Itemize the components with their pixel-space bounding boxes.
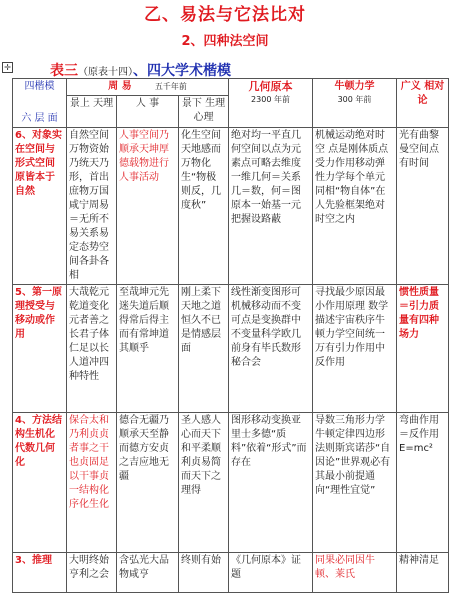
relativity-cell: 光有曲黎曼空间点有时间 (397, 128, 449, 285)
table-row (13, 128, 449, 285)
table-caption (50, 60, 231, 80)
zhouyi-header-cell (67, 79, 229, 96)
row-label: 3、推理 (13, 553, 67, 593)
col-middle-header: 人 事 (117, 96, 179, 128)
newton-title: 牛顿力学 (334, 81, 375, 92)
geometry-header-cell (229, 79, 313, 128)
section-subtitle: 2、四种法空间 (181, 34, 269, 49)
middle-cell: 德合无疆乃顺承天至静而德方安贞之吉应地无疆 (117, 413, 179, 553)
comparison-table (12, 78, 449, 593)
geometry-years: 2300 年前 (251, 95, 290, 104)
lower-cell: 刚上柔下天地之道恒久不已是情感层面 (179, 285, 229, 413)
col-lower-header: 景下 生理 心理 (179, 96, 229, 128)
newton-cell: 同果必同因牛顿、莱氏 (313, 553, 397, 593)
middle-cell: 至哉坤元先迷失道后顺得常后得主而有常坤道其顺乎 (117, 285, 179, 413)
newton-cell: 寻找最少原因最小作用原理 数学描述宇宙秩序牛顿力学空间统一万有引力作用中反作用 (313, 285, 397, 413)
geometry-cell: 图形移动变换亚里士多德“质料”依着“形式”而存在 (229, 413, 313, 553)
lower-cell: 化生空间天地感而万物化生“物极则反，几度秋” (179, 128, 229, 285)
upper-cell: 自然空间万物资始乃统天乃形，首出庶物万国咸宁周易＝无所不易关系易定态势空间各卦各相 (67, 128, 117, 285)
geometry-cell: 绝对均一平直几何空间以点为元素点可略去维度一维几何＝关系几＝数，何＝图原本一始基一元把握设路蔽 (229, 128, 313, 285)
table-row (13, 413, 449, 553)
middle-cell: 含弘光大品物咸亨 (117, 553, 179, 593)
middle-cell: 人事空间乃顺承天坤厚德载物进行人事活动 (117, 128, 179, 285)
lower-cell: 终则有始 (179, 553, 229, 593)
zhouyi-years: 五千年前 (154, 82, 187, 91)
upper-cell: 大明终始亨利之会 (67, 553, 117, 593)
newton-header-cell (313, 79, 397, 128)
lower-cell: 圣人感人心而天下和平柔顺利贞易简而天下之理得 (179, 413, 229, 553)
table-row (13, 285, 449, 413)
table-header-row-1 (13, 79, 449, 96)
newton-cell: 机械运动绝对时空 点是刚体质点受力作用移动弹性力学每个单元同相“物自体”在人先验框架绝对时空之内 (313, 128, 397, 285)
relativity-cell: 弯曲作用＝反作用E=mc² (397, 413, 449, 553)
col-upper-header: 景上 天理 (67, 96, 117, 128)
relativity-header-cell: 广义 相对 论 (397, 79, 449, 128)
page-title: 乙、易法与它法比对 (144, 5, 306, 25)
table-caption-label: 表三 (50, 63, 78, 79)
geometry-title: 几何原本 (248, 80, 293, 93)
corner-header-cell (13, 79, 67, 128)
table-caption-note: （原表十四） (78, 67, 133, 78)
upper-cell: 大哉乾元乾道变化元者善之长君子体仁足以长人道冲四种特性 (67, 285, 117, 413)
newton-years: 300 年前 (337, 95, 372, 104)
geometry-cell: 线性渐变图形可机械移动而不变可点是变换群中不变量科学欧几前身有毕氏数形秘合会 (229, 285, 313, 413)
relativity-cell: 惯性质量＝引力质量有四种场力 (397, 285, 449, 413)
newton-cell: 导数三角形力学牛顿定律四边形法则斯宾诺莎“自因论”世界观必有其最小前提通向“理性宜觉” (313, 413, 397, 553)
row-label: 6、对象实在空间与形式空间原皆本于自然 (13, 128, 67, 285)
table-move-handle-icon[interactable]: ✛ (2, 62, 13, 73)
zhouyi-title: 周 易 (108, 81, 132, 92)
relativity-cell: 精神清足 (397, 553, 449, 593)
corner-bottom-label: 六 层 面 (21, 113, 58, 124)
upper-cell: 保合太和乃利贞贞者事之干也贞固足以干事贞一结构化序化生化 (67, 413, 117, 553)
row-label: 5、第一原理授受与移动或作用 (13, 285, 67, 413)
table-row (13, 553, 449, 593)
geometry-cell: 《几何原本》证题 (229, 553, 313, 593)
table-caption-rest: 、四大学术楷模 (133, 63, 231, 79)
corner-top-label: 四楷模 (24, 81, 55, 92)
row-label: 4、方法结构生机化代数几何化 (13, 413, 67, 553)
